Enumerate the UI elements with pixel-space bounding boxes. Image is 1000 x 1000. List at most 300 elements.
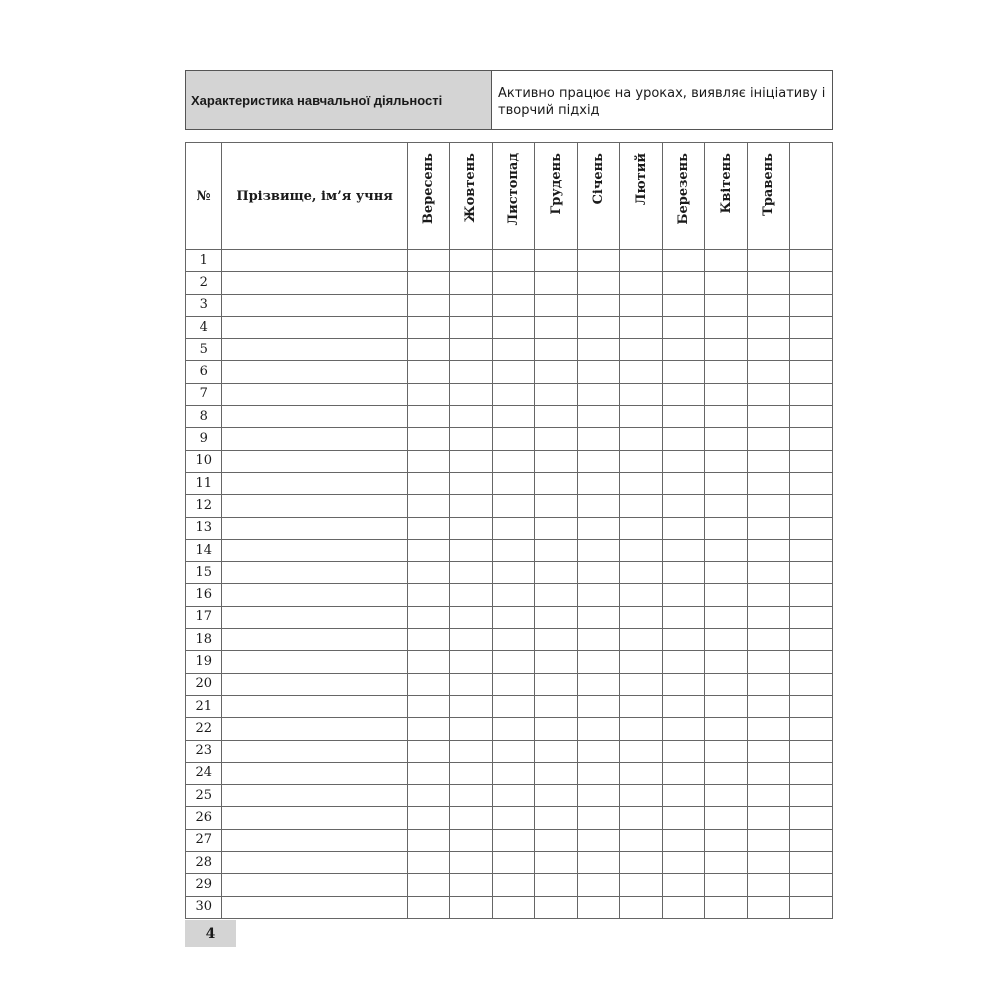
month-mark-cell bbox=[450, 361, 493, 383]
month-mark-cell bbox=[450, 272, 493, 294]
month-mark-cell bbox=[747, 272, 790, 294]
month-mark-cell bbox=[790, 651, 833, 673]
month-mark-cell bbox=[620, 450, 663, 472]
month-mark-cell bbox=[492, 718, 535, 740]
month-mark-cell bbox=[790, 584, 833, 606]
month-mark-cell bbox=[620, 361, 663, 383]
month-mark-cell bbox=[492, 762, 535, 784]
month-mark-cell bbox=[577, 294, 620, 316]
student-name-cell bbox=[222, 695, 407, 717]
month-mark-cell bbox=[450, 651, 493, 673]
month-mark-cell bbox=[705, 896, 748, 918]
table-row bbox=[186, 874, 833, 896]
month-mark-cell bbox=[577, 651, 620, 673]
month-mark-cell bbox=[535, 562, 578, 584]
row-number: 25 bbox=[186, 785, 222, 807]
number-column-header: № bbox=[186, 143, 222, 250]
month-column-header bbox=[577, 143, 620, 250]
month-mark-cell bbox=[492, 785, 535, 807]
month-mark-cell bbox=[705, 718, 748, 740]
month-mark-cell bbox=[407, 874, 450, 896]
month-mark-cell bbox=[450, 495, 493, 517]
month-column-header bbox=[662, 143, 705, 250]
month-label: Січень bbox=[591, 153, 607, 205]
month-mark-cell bbox=[747, 406, 790, 428]
row-number: 24 bbox=[186, 762, 222, 784]
month-label: Жовтень bbox=[463, 153, 479, 223]
month-mark-cell bbox=[535, 606, 578, 628]
month-label: Вересень bbox=[420, 153, 436, 225]
month-mark-cell bbox=[492, 651, 535, 673]
month-mark-cell bbox=[705, 472, 748, 494]
month-mark-cell bbox=[705, 383, 748, 405]
month-mark-cell bbox=[705, 807, 748, 829]
month-mark-cell bbox=[620, 250, 663, 272]
month-mark-cell bbox=[662, 606, 705, 628]
month-mark-cell bbox=[790, 852, 833, 874]
month-label: Квітень bbox=[718, 153, 734, 214]
month-mark-cell bbox=[705, 829, 748, 851]
month-mark-cell bbox=[577, 606, 620, 628]
month-mark-cell bbox=[450, 829, 493, 851]
name-column-header: Прізвище, ім’я учня bbox=[222, 143, 407, 250]
month-mark-cell bbox=[705, 272, 748, 294]
month-mark-cell bbox=[535, 495, 578, 517]
month-mark-cell bbox=[790, 450, 833, 472]
month-mark-cell bbox=[535, 339, 578, 361]
month-mark-cell bbox=[535, 472, 578, 494]
month-mark-cell bbox=[577, 629, 620, 651]
table-row bbox=[186, 807, 833, 829]
month-mark-cell bbox=[577, 272, 620, 294]
month-mark-cell bbox=[492, 472, 535, 494]
student-name-cell bbox=[222, 316, 407, 338]
student-name-cell bbox=[222, 294, 407, 316]
month-mark-cell bbox=[790, 495, 833, 517]
month-mark-cell bbox=[747, 361, 790, 383]
row-number: 20 bbox=[186, 673, 222, 695]
month-mark-cell bbox=[790, 539, 833, 561]
month-label: Грудень bbox=[548, 153, 564, 215]
month-mark-cell bbox=[662, 807, 705, 829]
student-name-cell bbox=[222, 606, 407, 628]
month-mark-cell bbox=[407, 428, 450, 450]
student-name-cell bbox=[222, 718, 407, 740]
month-mark-cell bbox=[790, 562, 833, 584]
month-mark-cell bbox=[790, 406, 833, 428]
row-number: 8 bbox=[186, 406, 222, 428]
table-row bbox=[186, 472, 833, 494]
month-mark-cell bbox=[535, 250, 578, 272]
month-mark-cell bbox=[535, 629, 578, 651]
table-row bbox=[186, 250, 833, 272]
month-mark-cell bbox=[620, 272, 663, 294]
month-mark-cell bbox=[662, 740, 705, 762]
month-mark-cell bbox=[790, 428, 833, 450]
month-mark-cell bbox=[407, 718, 450, 740]
month-mark-cell bbox=[747, 584, 790, 606]
month-mark-cell bbox=[790, 740, 833, 762]
row-number: 22 bbox=[186, 718, 222, 740]
month-mark-cell bbox=[577, 695, 620, 717]
month-mark-cell bbox=[450, 450, 493, 472]
row-number: 12 bbox=[186, 495, 222, 517]
student-name-cell bbox=[222, 562, 407, 584]
month-mark-cell bbox=[535, 896, 578, 918]
month-mark-cell bbox=[450, 406, 493, 428]
month-mark-cell bbox=[407, 852, 450, 874]
month-mark-cell bbox=[492, 294, 535, 316]
student-name-cell bbox=[222, 762, 407, 784]
month-mark-cell bbox=[662, 695, 705, 717]
month-mark-cell bbox=[577, 852, 620, 874]
month-mark-cell bbox=[535, 361, 578, 383]
month-mark-cell bbox=[492, 740, 535, 762]
table-row bbox=[186, 428, 833, 450]
row-number: 2 bbox=[186, 272, 222, 294]
month-mark-cell bbox=[492, 807, 535, 829]
month-mark-cell bbox=[577, 807, 620, 829]
table-row bbox=[186, 316, 833, 338]
row-number: 16 bbox=[186, 584, 222, 606]
month-mark-cell bbox=[535, 517, 578, 539]
month-mark-cell bbox=[407, 272, 450, 294]
month-mark-cell bbox=[620, 740, 663, 762]
student-name-cell bbox=[222, 584, 407, 606]
month-mark-cell bbox=[492, 406, 535, 428]
month-mark-cell bbox=[407, 339, 450, 361]
table-row bbox=[186, 852, 833, 874]
month-mark-cell bbox=[790, 472, 833, 494]
month-mark-cell bbox=[407, 606, 450, 628]
student-name-cell bbox=[222, 539, 407, 561]
month-mark-cell bbox=[577, 562, 620, 584]
row-number: 11 bbox=[186, 472, 222, 494]
student-name-cell bbox=[222, 807, 407, 829]
table-row bbox=[186, 829, 833, 851]
month-mark-cell bbox=[450, 606, 493, 628]
month-mark-cell bbox=[407, 472, 450, 494]
student-name-cell bbox=[222, 629, 407, 651]
month-mark-cell bbox=[620, 428, 663, 450]
month-mark-cell bbox=[790, 785, 833, 807]
month-mark-cell bbox=[450, 517, 493, 539]
month-mark-cell bbox=[705, 762, 748, 784]
table-row bbox=[186, 495, 833, 517]
month-mark-cell bbox=[705, 695, 748, 717]
month-mark-cell bbox=[747, 807, 790, 829]
month-mark-cell bbox=[407, 406, 450, 428]
table-row bbox=[186, 272, 833, 294]
month-mark-cell bbox=[492, 517, 535, 539]
month-mark-cell bbox=[492, 829, 535, 851]
month-mark-cell bbox=[407, 896, 450, 918]
month-mark-cell bbox=[577, 250, 620, 272]
month-mark-cell bbox=[492, 606, 535, 628]
table-row bbox=[186, 695, 833, 717]
student-name-cell bbox=[222, 472, 407, 494]
month-mark-cell bbox=[450, 852, 493, 874]
month-mark-cell bbox=[705, 316, 748, 338]
page-number: 4 bbox=[185, 920, 236, 947]
month-mark-cell bbox=[450, 428, 493, 450]
month-mark-cell bbox=[747, 762, 790, 784]
month-mark-cell bbox=[492, 896, 535, 918]
student-name-cell bbox=[222, 785, 407, 807]
month-mark-cell bbox=[492, 495, 535, 517]
student-name-cell bbox=[222, 673, 407, 695]
month-mark-cell bbox=[705, 740, 748, 762]
month-label: Травень bbox=[761, 153, 777, 216]
month-mark-cell bbox=[407, 383, 450, 405]
month-mark-cell bbox=[620, 629, 663, 651]
month-mark-cell bbox=[747, 651, 790, 673]
month-mark-cell bbox=[620, 316, 663, 338]
month-mark-cell bbox=[577, 495, 620, 517]
student-name-cell bbox=[222, 740, 407, 762]
month-mark-cell bbox=[407, 740, 450, 762]
month-mark-cell bbox=[620, 852, 663, 874]
month-mark-cell bbox=[705, 406, 748, 428]
month-mark-cell bbox=[747, 629, 790, 651]
month-mark-cell bbox=[790, 606, 833, 628]
month-mark-cell bbox=[662, 762, 705, 784]
month-mark-cell bbox=[705, 539, 748, 561]
month-mark-cell bbox=[492, 339, 535, 361]
month-mark-cell bbox=[662, 785, 705, 807]
table-row bbox=[186, 606, 833, 628]
month-mark-cell bbox=[535, 316, 578, 338]
month-mark-cell bbox=[407, 539, 450, 561]
month-mark-cell bbox=[747, 495, 790, 517]
student-name-cell bbox=[222, 896, 407, 918]
month-mark-cell bbox=[620, 562, 663, 584]
month-mark-cell bbox=[705, 651, 748, 673]
month-mark-cell bbox=[492, 539, 535, 561]
month-mark-cell bbox=[705, 250, 748, 272]
month-mark-cell bbox=[620, 651, 663, 673]
row-number: 13 bbox=[186, 517, 222, 539]
month-mark-cell bbox=[535, 718, 578, 740]
month-mark-cell bbox=[577, 450, 620, 472]
month-mark-cell bbox=[620, 896, 663, 918]
row-number: 26 bbox=[186, 807, 222, 829]
month-mark-cell bbox=[535, 695, 578, 717]
month-column-header bbox=[620, 143, 663, 250]
student-name-cell bbox=[222, 874, 407, 896]
row-number: 6 bbox=[186, 361, 222, 383]
row-number: 4 bbox=[186, 316, 222, 338]
month-mark-cell bbox=[662, 272, 705, 294]
month-mark-cell bbox=[747, 740, 790, 762]
row-number: 30 bbox=[186, 896, 222, 918]
month-mark-cell bbox=[450, 785, 493, 807]
month-mark-cell bbox=[577, 472, 620, 494]
month-mark-cell bbox=[577, 406, 620, 428]
month-mark-cell bbox=[790, 718, 833, 740]
table-row bbox=[186, 383, 833, 405]
table-row bbox=[186, 629, 833, 651]
month-mark-cell bbox=[747, 517, 790, 539]
month-mark-cell bbox=[535, 762, 578, 784]
month-mark-cell bbox=[790, 316, 833, 338]
month-mark-cell bbox=[662, 584, 705, 606]
month-column-header bbox=[790, 143, 833, 250]
month-column-header bbox=[535, 143, 578, 250]
month-mark-cell bbox=[747, 695, 790, 717]
table-row bbox=[186, 651, 833, 673]
month-mark-cell bbox=[705, 629, 748, 651]
month-mark-cell bbox=[535, 874, 578, 896]
month-mark-cell bbox=[620, 829, 663, 851]
month-mark-cell bbox=[662, 852, 705, 874]
month-mark-cell bbox=[662, 495, 705, 517]
month-mark-cell bbox=[535, 539, 578, 561]
month-mark-cell bbox=[790, 829, 833, 851]
month-mark-cell bbox=[535, 294, 578, 316]
month-mark-cell bbox=[662, 361, 705, 383]
month-mark-cell bbox=[705, 428, 748, 450]
month-mark-cell bbox=[705, 562, 748, 584]
month-mark-cell bbox=[407, 807, 450, 829]
month-mark-cell bbox=[450, 383, 493, 405]
row-number: 5 bbox=[186, 339, 222, 361]
table-row bbox=[186, 762, 833, 784]
month-mark-cell bbox=[407, 361, 450, 383]
month-mark-cell bbox=[450, 896, 493, 918]
month-mark-cell bbox=[705, 294, 748, 316]
grid-header-row bbox=[186, 143, 833, 250]
month-mark-cell bbox=[535, 272, 578, 294]
month-mark-cell bbox=[620, 406, 663, 428]
month-mark-cell bbox=[705, 852, 748, 874]
month-mark-cell bbox=[662, 383, 705, 405]
month-mark-cell bbox=[790, 339, 833, 361]
student-name-cell bbox=[222, 852, 407, 874]
month-mark-cell bbox=[790, 896, 833, 918]
table-row bbox=[186, 673, 833, 695]
month-mark-cell bbox=[492, 450, 535, 472]
month-mark-cell bbox=[620, 762, 663, 784]
characteristic-value: Активно працює на уроках, виявляє ініціативу і творчий підхід bbox=[492, 71, 833, 130]
month-mark-cell bbox=[407, 316, 450, 338]
month-mark-cell bbox=[535, 450, 578, 472]
month-mark-cell bbox=[492, 629, 535, 651]
row-number: 28 bbox=[186, 852, 222, 874]
month-mark-cell bbox=[407, 762, 450, 784]
month-mark-cell bbox=[407, 695, 450, 717]
month-mark-cell bbox=[790, 695, 833, 717]
row-number: 10 bbox=[186, 450, 222, 472]
row-number: 19 bbox=[186, 651, 222, 673]
month-mark-cell bbox=[577, 361, 620, 383]
month-mark-cell bbox=[747, 852, 790, 874]
month-mark-cell bbox=[747, 450, 790, 472]
month-mark-cell bbox=[450, 762, 493, 784]
student-name-cell bbox=[222, 272, 407, 294]
row-number: 9 bbox=[186, 428, 222, 450]
month-mark-cell bbox=[407, 651, 450, 673]
student-name-cell bbox=[222, 517, 407, 539]
month-mark-cell bbox=[662, 562, 705, 584]
month-mark-cell bbox=[577, 339, 620, 361]
month-mark-cell bbox=[407, 562, 450, 584]
student-name-cell bbox=[222, 450, 407, 472]
month-mark-cell bbox=[407, 584, 450, 606]
month-mark-cell bbox=[662, 450, 705, 472]
table-row bbox=[186, 361, 833, 383]
month-mark-cell bbox=[450, 316, 493, 338]
month-column-header bbox=[705, 143, 748, 250]
month-mark-cell bbox=[790, 629, 833, 651]
month-mark-cell bbox=[662, 829, 705, 851]
row-number: 23 bbox=[186, 740, 222, 762]
month-mark-cell bbox=[790, 272, 833, 294]
month-mark-cell bbox=[577, 896, 620, 918]
month-column-header bbox=[450, 143, 493, 250]
student-name-cell bbox=[222, 428, 407, 450]
month-mark-cell bbox=[535, 829, 578, 851]
month-mark-cell bbox=[662, 428, 705, 450]
month-mark-cell bbox=[747, 562, 790, 584]
month-mark-cell bbox=[620, 517, 663, 539]
month-mark-cell bbox=[747, 539, 790, 561]
month-mark-cell bbox=[620, 339, 663, 361]
table-row bbox=[186, 294, 833, 316]
month-mark-cell bbox=[747, 896, 790, 918]
month-mark-cell bbox=[492, 428, 535, 450]
month-mark-cell bbox=[577, 829, 620, 851]
month-mark-cell bbox=[450, 294, 493, 316]
month-mark-cell bbox=[577, 785, 620, 807]
month-mark-cell bbox=[705, 339, 748, 361]
month-mark-cell bbox=[450, 807, 493, 829]
month-mark-cell bbox=[620, 539, 663, 561]
month-mark-cell bbox=[620, 472, 663, 494]
month-mark-cell bbox=[705, 517, 748, 539]
month-mark-cell bbox=[450, 339, 493, 361]
month-mark-cell bbox=[662, 539, 705, 561]
month-mark-cell bbox=[747, 606, 790, 628]
month-mark-cell bbox=[492, 250, 535, 272]
month-mark-cell bbox=[790, 762, 833, 784]
month-mark-cell bbox=[620, 695, 663, 717]
student-grid bbox=[185, 142, 833, 919]
month-mark-cell bbox=[662, 629, 705, 651]
month-mark-cell bbox=[577, 718, 620, 740]
row-number: 18 bbox=[186, 629, 222, 651]
month-column-header bbox=[492, 143, 535, 250]
table-row bbox=[186, 517, 833, 539]
month-mark-cell bbox=[535, 651, 578, 673]
row-number: 1 bbox=[186, 250, 222, 272]
month-mark-cell bbox=[790, 673, 833, 695]
month-mark-cell bbox=[535, 785, 578, 807]
table-row bbox=[186, 562, 833, 584]
month-mark-cell bbox=[662, 250, 705, 272]
student-name-cell bbox=[222, 339, 407, 361]
month-mark-cell bbox=[450, 740, 493, 762]
month-mark-cell bbox=[577, 673, 620, 695]
month-mark-cell bbox=[577, 584, 620, 606]
month-mark-cell bbox=[620, 495, 663, 517]
month-mark-cell bbox=[577, 740, 620, 762]
month-mark-cell bbox=[662, 874, 705, 896]
month-column-header bbox=[747, 143, 790, 250]
table-row bbox=[186, 740, 833, 762]
month-mark-cell bbox=[705, 785, 748, 807]
month-mark-cell bbox=[662, 339, 705, 361]
